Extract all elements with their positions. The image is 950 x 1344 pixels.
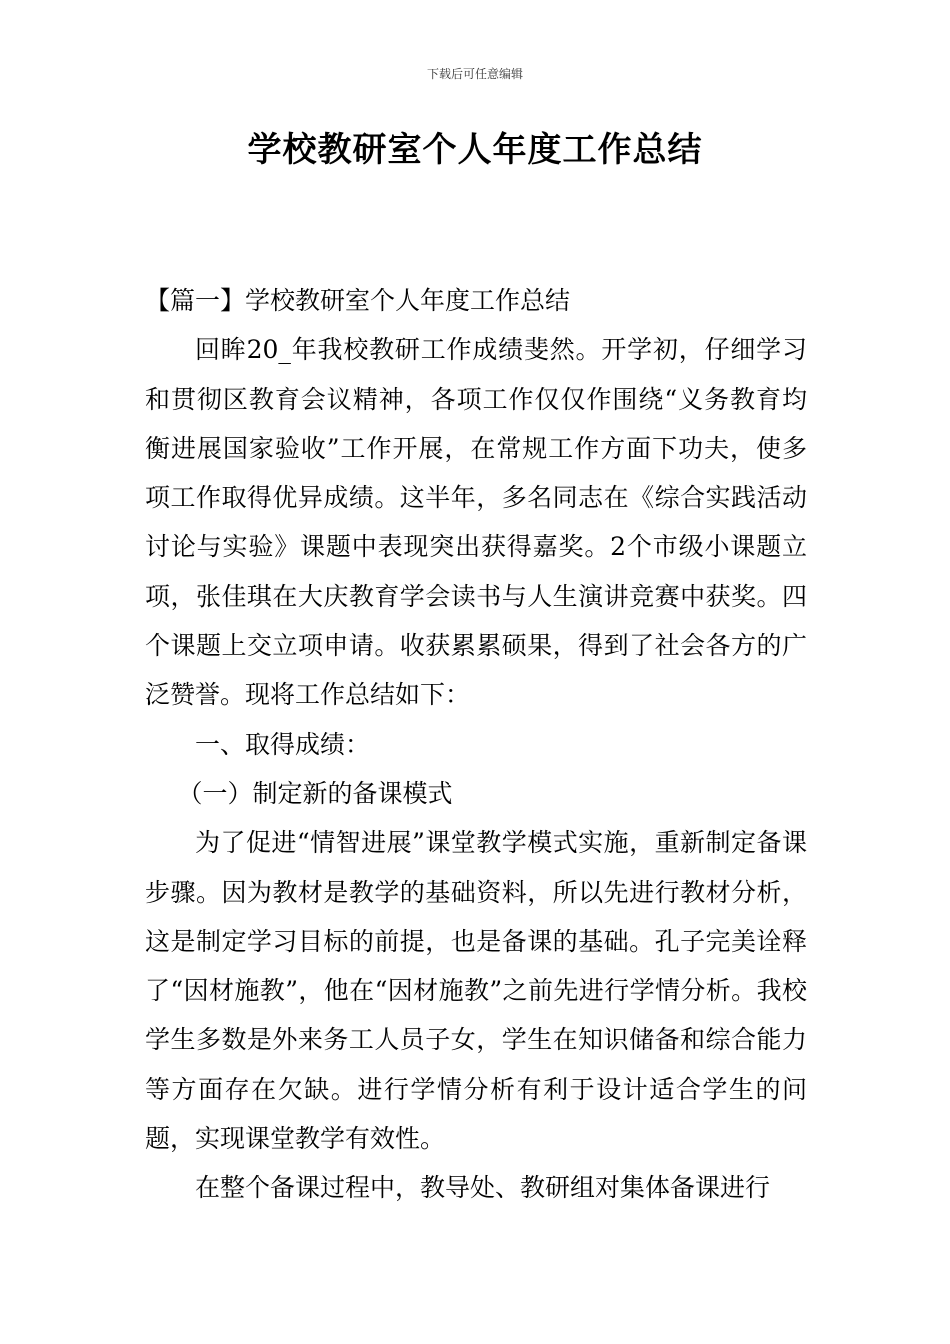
subheading-lesson-prep-model: （一）制定新的备课模式 — [177, 778, 453, 808]
paragraph-lesson-prep: 为了促进“情智进展”课堂教学模式实施，重新制定备课步骤。因为教材是教学的基础资料，所以先进行教材分析，这是制定学习目标的前提，也是备课的基础。孔子完美诠释了“因材施教”，他在“因材施教”之前先进行学情分析。我校学生多数是外来务工人员子女，学生在知识储备和综合能力等方面存在欠缺。进行学情分析有利于设计适合学生的问题，实现课堂教学有效性。 — [145, 828, 807, 1154]
paragraph-collective-prep: 在整个备课过程中，教导处、教研组对集体备课进行 — [195, 1173, 771, 1203]
paragraph-intro: 回眸20_年我校教研工作成绩斐然。开学初，仔细学习和贯彻区教育会议精神，各项工作仅仅作围绕“义务教育均衡进展国家验收”工作开展，在常规工作方面下功夫，使多项工作取得优异成绩。这半年，多名同志在《综合实践活动讨论与实验》课题中表现突出获得嘉奖。2个市级小课题立项，张佳琪在大庆教育学会读书与人生演讲竞赛中获奖。四个课题上交立项申请。收获累累硕果，得到了社会各方的广泛赞誉。现将工作总结如下： — [145, 335, 807, 710]
document-body — [145, 276, 807, 1213]
section-heading: 【篇一】学校教研室个人年度工作总结 — [145, 286, 571, 315]
subheading-achievements: 一、取得成绩： — [195, 729, 371, 759]
page-header-note: 下载后可任意编辑 — [426, 67, 523, 81]
document-title: 学校教研室个人年度工作总结 — [247, 130, 703, 170]
